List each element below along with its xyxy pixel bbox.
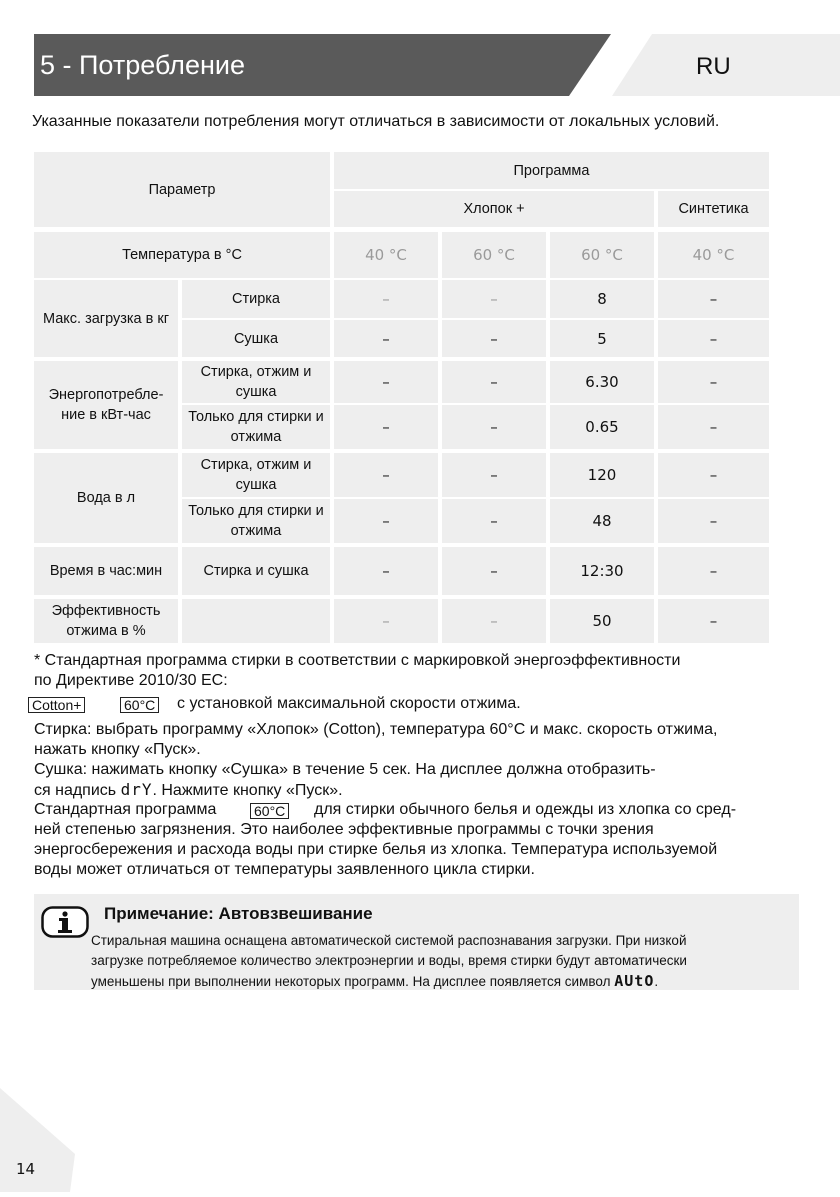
table-cell: – — [442, 453, 546, 497]
page-corner — [0, 1088, 80, 1197]
info-line-3-end: . — [654, 974, 659, 989]
table-cell: – — [442, 547, 546, 595]
wash-spin-dry-label: Стирка, отжим и сушка — [182, 453, 330, 497]
info-line-1: Стиральная машина оснащена автоматической системой распознавания загрузки. При низкой — [91, 933, 687, 948]
wash-spin-only-label: Только для стирки и отжима — [182, 499, 330, 543]
section-title: 5 - Потребление — [40, 50, 245, 80]
table-cell: – — [442, 599, 546, 643]
table-cell: 40 °C — [334, 232, 438, 278]
std-temperature-symbol: 60°C — [250, 803, 289, 819]
info-icon — [41, 906, 89, 936]
table-cell: – — [334, 453, 438, 497]
wash-and-dry-label: Стирка и сушка — [182, 547, 330, 595]
std-program-line3: энергосбережения и расхода воды при стирке белья из хлопка. Температура используемой — [34, 841, 718, 858]
water-label: Вода в л — [34, 453, 178, 543]
table-cell: 5 — [550, 320, 654, 357]
table-cell: – — [658, 547, 769, 595]
std-program-text: Стандартная программа — [34, 801, 217, 818]
table-cell: – — [334, 280, 438, 318]
wash-spin-dry-label: Стирка, отжим и сушка — [182, 361, 330, 403]
table-cell: 40 °C — [658, 232, 769, 278]
wash-spin-only-label: Только для стирки и отжима — [182, 405, 330, 449]
cotton-header: Хлопок + — [334, 191, 654, 227]
dry-display-code: drY — [120, 780, 153, 799]
std-program-line4: воды может отличаться от температуры заявленного цикла стирки. — [34, 861, 535, 878]
table-cell: – — [658, 499, 769, 543]
table-cell: – — [658, 361, 769, 403]
info-note-box — [34, 894, 799, 990]
info-line-2: загрузке потребляемое количество электроэнергии и воды, время стирки будут автоматически — [91, 953, 687, 968]
table-cell: 60 °C — [550, 232, 654, 278]
table-cell: – — [334, 320, 438, 357]
table-cell: 12:30 — [550, 547, 654, 595]
table-cell: – — [334, 405, 438, 449]
wash-instruction: Стирка: выбрать программу «Хлопок» (Cotton), температура 60°С и макс. скорость отжима, — [34, 721, 718, 738]
efficiency-empty-cell — [182, 599, 330, 643]
max-spin-note: с установкой максимальной скорости отжима. — [177, 695, 521, 712]
dry-label: Сушка — [182, 320, 330, 357]
table-cell: – — [658, 453, 769, 497]
standard-program-note: * Стандартная программа стирки в соответствии с маркировкой энергоэффективности — [34, 652, 681, 669]
table-cell: – — [334, 599, 438, 643]
table-cell: 6.30 — [550, 361, 654, 403]
energy-label: Энергопотребле-ние в кВт-час — [34, 361, 178, 449]
page-number: 14 — [16, 1160, 36, 1178]
table-cell: 48 — [550, 499, 654, 543]
temp-label: Температура в °С — [34, 232, 330, 278]
info-line-3-text: уменьшены при выполнении некоторых программ. На дисплее появляется символ — [91, 974, 611, 989]
table-cell: – — [334, 499, 438, 543]
info-note-text — [91, 931, 796, 992]
table-cell: 8 — [550, 280, 654, 318]
wash-instruction-cont: нажать кнопку «Пуск». — [34, 741, 201, 758]
std-program-text-cont: для стирки обычного белья и одежды из хлопка со сред- — [314, 801, 737, 818]
table-cell: – — [658, 405, 769, 449]
std-program-line2: ней степенью загрязнения. Это наиболее эффективные программы с точки зрения — [34, 821, 654, 838]
info-note-title: Примечание: Автовзвешивание — [104, 904, 373, 923]
info-line-3 — [91, 971, 796, 992]
dry-text-before: ся надпись — [34, 782, 117, 799]
dry-text-after: . Нажмите кнопку «Пуск». — [152, 782, 343, 799]
param-header: Параметр — [34, 152, 330, 227]
table-cell: – — [442, 280, 546, 318]
dry-instruction: Сушка: нажимать кнопку «Сушка» в течение 5 сек. На дисплее должна отобразить- — [34, 761, 656, 778]
temperature-symbol: 60°C — [120, 697, 159, 713]
table-cell: – — [334, 361, 438, 403]
table-cell: – — [658, 320, 769, 357]
table-cell: – — [442, 405, 546, 449]
subtitle: Указанные показатели потребления могут отличаться в зависимости от локальных условий. — [32, 113, 720, 130]
table-cell: – — [442, 361, 546, 403]
auto-display-code: AUtO — [614, 972, 655, 990]
table-cell: – — [658, 599, 769, 643]
directive-note: по Директиве 2010/30 ЕС: — [34, 672, 228, 689]
synthetic-header: Синтетика — [658, 191, 769, 227]
efficiency-label: Эффективность отжима в % — [34, 599, 178, 643]
time-label: Время в час:мин — [34, 547, 178, 595]
load-label: Макс. загрузка в кг — [34, 280, 178, 357]
table-cell: 0.65 — [550, 405, 654, 449]
table-cell: – — [442, 320, 546, 357]
table-cell: 50 — [550, 599, 654, 643]
table-cell: 60 °C — [442, 232, 546, 278]
table-cell: 120 — [550, 453, 654, 497]
language-code: RU — [696, 53, 731, 80]
table-cell: – — [334, 547, 438, 595]
cotton-program-symbol: Cotton+ — [28, 697, 85, 713]
table-cell: – — [442, 499, 546, 543]
program-header: Программа — [334, 152, 769, 189]
wash-label: Стирка — [182, 280, 330, 318]
table-cell: – — [658, 280, 769, 318]
dry-instruction-cont — [34, 780, 343, 801]
